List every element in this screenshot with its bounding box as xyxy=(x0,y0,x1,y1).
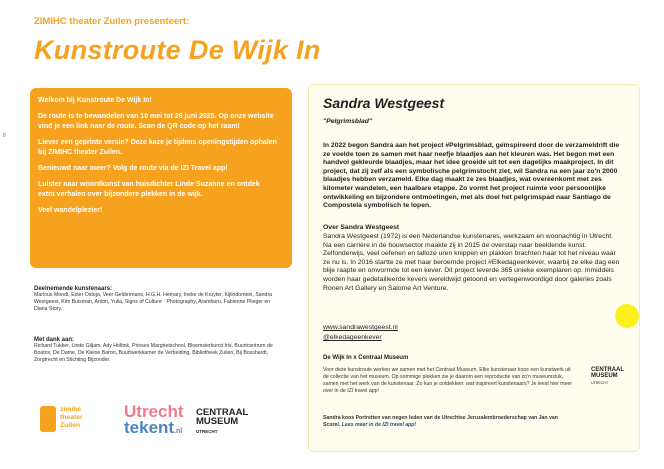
participants-heading: Deelnemende kunstenaars: xyxy=(34,286,113,292)
participants-list: Marious Mondt, Ester Ostoja, Veer Geldermans, H.G.H. Hemary, Ineke de Kruyter, Kijlindomein, Sandra Westgeest, Kim Buisman, Anton, Yulia, Signs of Culture · Photography, Aramburu, Fabienne Plieger en Diana Story. xyxy=(34,292,273,312)
museum-text: Voor deze kunstroute werken we samen met het Centraal Museum. Elke kunstenaar koos een kunstwerk uit de collectie van het museum. Op sommige plekken zie je daarom een reproductie van zo'n museumstuk, samen met het werk van de kunstenaar. Zo kun je ontdekken: wat inspireert kunstenaars? Je leest hier meer over in de IZI travel app! xyxy=(323,367,573,394)
about-text: Sandra Westgeest (1972) is een Nederlandse kunstenares, werkzaam en woonachtig in Utrecht. Na een carrière in de bouwsector maakte zij in 2015 de overstap naar beeldende kunst. Zelfonderwijs, veel oefenen en talloze uren knippen en plakken brachten haar tot het niveau waar ze nu is. In 2016 startte ze met haar beroemde project #Elkedageenkever, waarbij ze elke dag een blije raapte en omvormde tot een kever. Dit project leverde 365 unieke exemplaren op. Inmiddels worden haar gedetailleerde kevers wereldwijd getoond en vertegenwoordigd door galeries zoals Ronen Art Gallery en Salome Art Venture. xyxy=(323,233,620,292)
artwork-description: In 2022 begon Sandra aan het project #Pelgrimsblad, geïnspireerd door de verzameldrift die ze voelde toen ze samen met haar neefje blaadjes aan het kleuren was. Het begon met een handvol gekleurde blaadjes, maar het idee groeide uit tot een dagelijks maakproject. In dit project, dat zij zelf als een symbolische pelgrimstocht ziet, wil Sandra na een jaar zo'n 2000 blaadjes hebben verzameld. Elke dag maakt ze zes blaadjes, wat overeenkomt met zes kilometer wandelen, een haalbare etappe. Zo vormt het project ruimte voor persoonlijke ontwikkeling en bijzondere ontmoetingen, met als doel het pelgrimspad naar Santiago de Compostela symbolisch te lopen. xyxy=(323,142,620,210)
intro-box xyxy=(30,88,292,268)
zimihc-logo-text: zimihc theater Zuilen xyxy=(60,406,83,429)
cm-logo-subtext: UTRECHT xyxy=(196,429,218,434)
artist-panel xyxy=(308,84,640,452)
yellow-dot-decoration xyxy=(615,304,639,328)
thanks-list: Richard Tukker, Linde Giljam, Ady Holtink, Prinses Margrietschool, Bloemsierkunst Iris, Buurtcentrum de Boatrix, De Dame, De Kleine Baron, Buurtwerkkamer de Verbeiding, Bibliotheek Zuilen, Bij Bosshardt, Zorgtrecht en Stichting Bijzonder. xyxy=(34,343,273,363)
intro-line: Welkom bij Kunstroute De Wijk In! xyxy=(38,97,152,104)
about-heading: Over Sandra Westgeest xyxy=(323,224,400,231)
cm-mini-logo-text: CENTRAAL MUSEUM xyxy=(591,367,624,380)
intro-line: Benieuwd naar meer? Volg de route via de IZI Travel app! xyxy=(38,165,228,172)
museum-choice xyxy=(323,415,573,429)
intro-line: Veel wandelplezier! xyxy=(38,207,103,214)
centraal-museum-mini-logo xyxy=(591,367,631,386)
presenter-line: ZIMIHC theater Zuilen presenteert: xyxy=(34,16,190,27)
zimihc-logo-mark xyxy=(40,406,56,432)
margin-mark: 8 xyxy=(3,133,6,139)
page-title: Kunstroute De Wijk In xyxy=(34,35,321,65)
utrecht-tekent-logo xyxy=(124,404,184,440)
website-link[interactable]: www.sandrawestgeest.nl xyxy=(323,324,398,331)
zimihc-logo xyxy=(40,406,83,432)
utrecht-logo-line2: tekent xyxy=(124,418,175,437)
centraal-museum-logo xyxy=(196,408,266,436)
utrecht-logo-tld: .nl xyxy=(174,428,183,435)
thanks-heading: Met dank aan: xyxy=(34,337,75,343)
museum-choice-text: Sandra koos Portretten van negen leden van de Utrechtse Jeruzalembroederschap van Jan van Scorel. xyxy=(323,415,558,428)
museum-heading: De Wijk In x Centraal Museum xyxy=(323,355,409,361)
artist-name: Sandra Westgeest xyxy=(323,95,445,111)
artwork-title: "Pelgrimsblad" xyxy=(323,118,373,125)
instagram-link[interactable]: @elkedageenkever xyxy=(323,334,382,341)
cm-mini-logo-subtext: UTRECHT xyxy=(591,380,609,385)
museum-more: Lees meer in de IZI travel app! xyxy=(341,422,417,428)
utrecht-logo-line1: Utrecht xyxy=(124,402,184,421)
cm-logo-text: CENTRAAL MUSEUM xyxy=(196,407,249,427)
thanks-block xyxy=(34,337,284,364)
participants-block xyxy=(34,286,284,313)
intro-line: Luister naar woordkunst van huisdichter Linde Suzanne en ontdek extra verhalen over bijzondere plekken in de wijk. xyxy=(38,181,260,198)
intro-line: De route is te bewandelen van 10 mei tot 26 juni 2025. Op onze website vind je een link naar de route. Scan de QR code op het raam! xyxy=(38,113,274,130)
intro-line: Liever een geprinte versie? Deze kaze je tijdens openingstijden ophalen bij ZIMIHC theater Zuilen. xyxy=(38,139,277,156)
